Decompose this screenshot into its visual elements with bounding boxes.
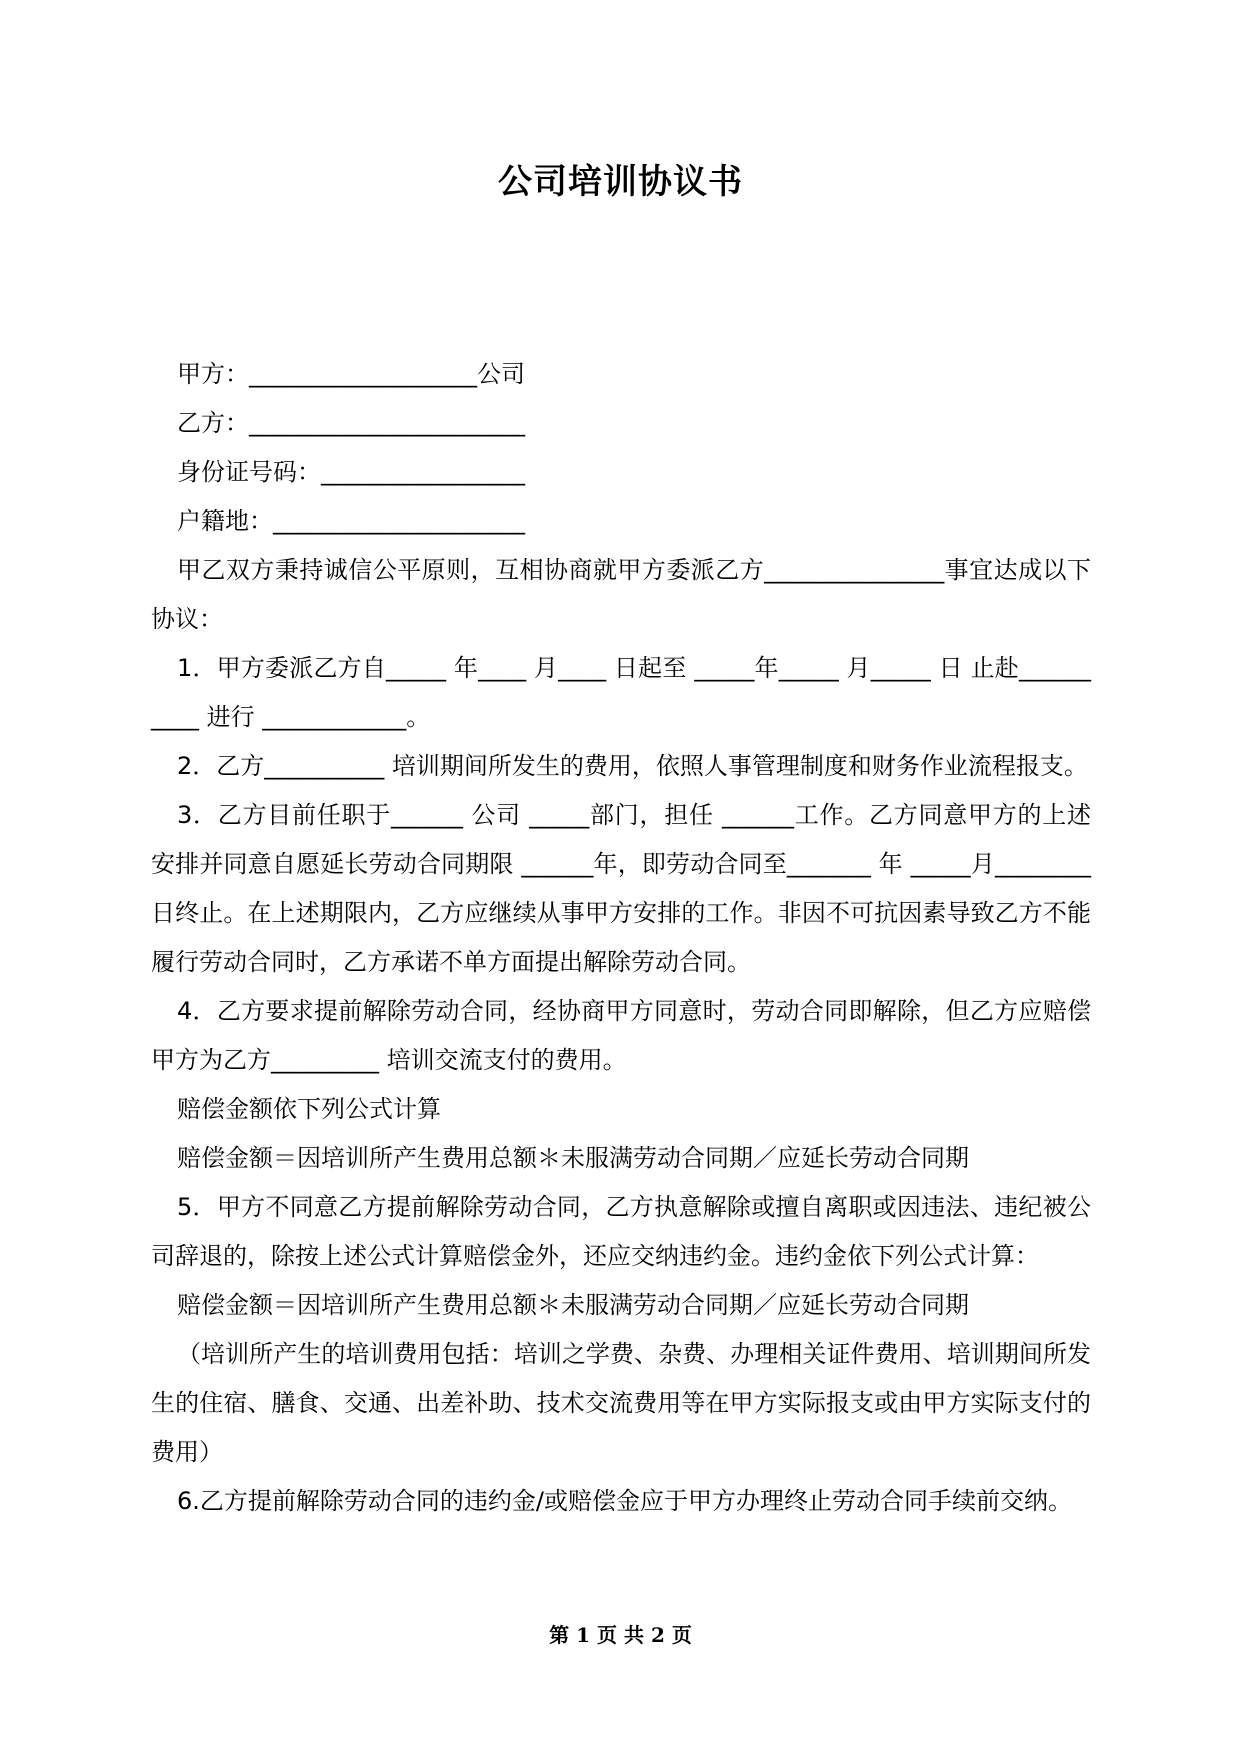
clause-6: 6.乙方提前解除劳动合同的违约金/或赔偿金应于甲方办理终止劳动合同手续前交纳。: [177, 1487, 1072, 1515]
training-cost-note: （培训所产生的培训费用包括：培训之学费、杂费、办理相关证件费用、培训期间所发生的住宿、膳食、交通、出差补助、技术交流费用等在甲方实际报支或由甲方实际支付的费用）: [151, 1340, 1091, 1466]
id-number-line: 身份证号码：_________________: [177, 458, 525, 486]
document-title: 公司培训协议书: [498, 162, 743, 202]
compensation-formula-intro: 赔偿金额依下列公式计算: [177, 1095, 441, 1123]
clause-4: 4．乙方要求提前解除劳动合同，经协商甲方同意时，劳动合同即解除，但乙方应赔偿甲方为乙方_________ 培训交流支付的费用。: [151, 997, 1091, 1074]
party-a-line: 甲方：___________________公司: [177, 360, 525, 388]
penalty-formula: 赔偿金额＝因培训所产生费用总额＊未服满劳动合同期／应延长劳动合同期: [177, 1291, 969, 1319]
clause-2: 2．乙方__________ 培训期间所发生的费用，依照人事管理制度和财务作业流程报支。: [177, 752, 1088, 780]
household-registration-line: 户籍地：_____________________: [177, 507, 525, 535]
party-b-line: 乙方：_______________________: [177, 409, 525, 437]
page-number-footer: 第 1 页 共 2 页: [549, 1623, 692, 1647]
compensation-formula: 赔偿金额＝因培训所产生费用总额＊未服满劳动合同期／应延长劳动合同期: [177, 1144, 969, 1172]
clause-5: 5．甲方不同意乙方提前解除劳动合同，乙方执意解除或擅自离职或因违法、违纪被公司辞退的，除按上述公式计算赔偿金外，还应交纳违约金。违约金依下列公式计算：: [151, 1193, 1091, 1270]
clause-1: 1．甲方委派乙方自_____ 年____ 月____ 日起至 _____年_____ 月_____ 日 止赴__________ 进行 ____________。: [151, 654, 1091, 731]
preamble-paragraph: 甲乙双方秉持诚信公平原则，互相协商就甲方委派乙方_______________事宜达成以下协议：: [151, 556, 1091, 633]
document-body: [151, 350, 1099, 1526]
clause-3: 3．乙方目前任职于______ 公司 _____部门，担任 ______工作。乙方同意甲方的上述安排并同意自愿延长劳动合同期限 ______年，即劳动合同至_______ 年 _____月________ 日终止。在上述期限内，乙方应继续从事甲方安排的工作。非因不可抗因素导致乙方不能履行劳动合同时，乙方承诺不单方面提出解除劳动合同。: [151, 801, 1099, 976]
